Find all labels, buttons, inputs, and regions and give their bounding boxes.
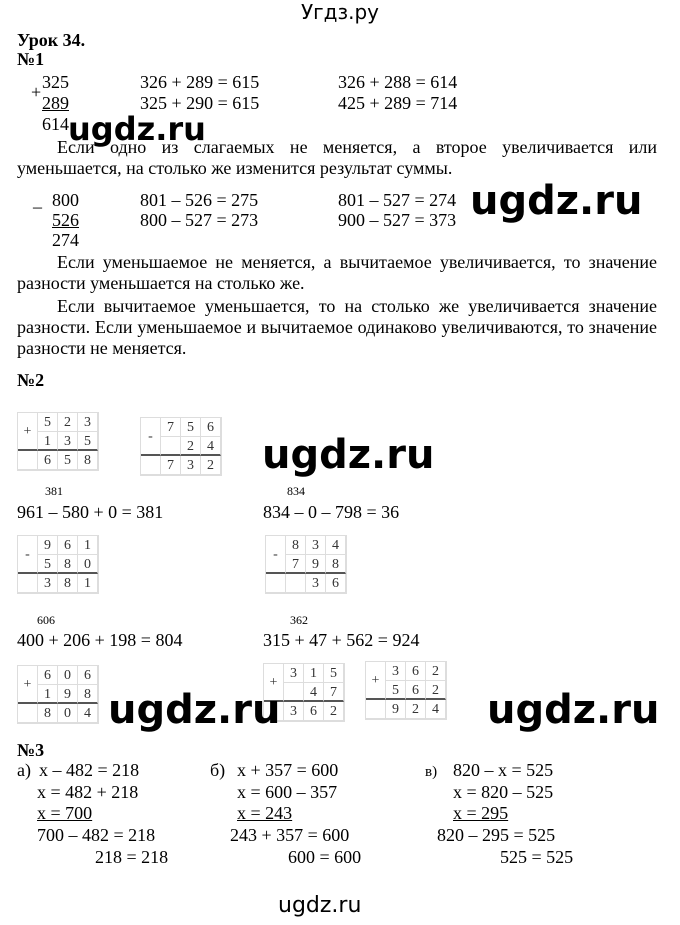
sub-eq: 800 – 527 = 273 [140,210,259,230]
grid-cell: 2 [426,681,446,700]
grid-cell: 0 [58,666,78,685]
grid-cell: 8 [38,704,58,723]
add-eq: 325 + 290 = 615 [140,93,260,113]
solution-line: 820 – x = 525 [453,760,554,780]
solution-line: x = 600 – 357 [237,782,338,802]
grid-cell: 3 [38,574,58,593]
col-sub-a: 800 [52,190,79,210]
eq-note: 834 [287,484,305,498]
part-c-tag: в) [425,764,438,780]
grid-cell: 4 [326,536,346,555]
col-add-sign: + [31,82,42,102]
grid-cell: 3 [306,536,326,555]
grid-cell [18,451,38,470]
column-arithmetic-grid [265,535,347,594]
grid-cell: 6 [58,536,78,555]
grid-cell: 2 [58,413,78,432]
add-eq: 326 + 289 = 615 [140,72,260,92]
task1-label: №1 [17,49,45,69]
solution-line: 243 + 357 = 600 [230,825,350,845]
grid-cell: 3 [386,662,406,681]
operation-sign: - [141,418,161,456]
sub-eq: 801 – 527 = 274 [338,190,457,210]
solution-line: x = 820 – 525 [453,782,554,802]
grid-cell [18,704,38,723]
solution-line: x – 482 = 218 [39,760,140,780]
grid-cell: 6 [406,662,426,681]
equation: 400 + 206 + 198 = 804 [17,630,183,650]
watermark: ugdz.ru [68,110,206,148]
grid-cell [366,700,386,719]
solution-line: 600 = 600 [288,847,362,867]
grid-cell: 4 [304,683,324,702]
solution-answer: x = 243 [237,803,293,823]
grid-cell: 6 [201,418,221,437]
grid-cell: 5 [58,451,78,470]
task3-label: №3 [17,740,45,760]
col-sub-b: 526 [52,210,79,230]
column-arithmetic-grid [365,661,447,720]
grid-cell [161,437,181,456]
equation: 315 + 47 + 562 = 924 [263,630,420,650]
grid-cell: 8 [78,451,98,470]
grid-cell: 9 [38,536,58,555]
add-eq: 425 + 289 = 714 [338,93,458,113]
grid-cell: 1 [78,536,98,555]
column-arithmetic-grid [17,412,99,471]
grid-cell: 7 [161,456,181,475]
watermark: ugdz.ru [487,687,660,733]
grid-cell: 4 [426,700,446,719]
footer-watermark: ugdz.ru [278,893,362,918]
col-sub-result: 274 [52,230,79,250]
part-a-tag: а) [17,760,31,780]
solution-line: 700 – 482 = 218 [37,825,156,845]
grid-cell: 6 [326,574,346,593]
sub-eq: 801 – 526 = 275 [140,190,259,210]
col-add-b: 289 [42,93,69,113]
operation-sign: + [264,664,284,702]
grid-cell: 7 [161,418,181,437]
solution-line: 820 – 295 = 525 [437,825,556,845]
solution-answer: x = 700 [37,803,93,823]
grid-cell: 2 [406,700,426,719]
column-arithmetic-grid [17,535,99,594]
solution-line: x = 482 + 218 [37,782,139,802]
sub-eq: 900 – 527 = 373 [338,210,457,230]
grid-cell: 5 [38,555,58,574]
paragraph: Если одно из слагаемых не меняется, а второе увеличивается или уменьшается, на столько же изменится результат суммы. [17,137,657,178]
solution-answer: x = 295 [453,803,509,823]
grid-cell: 1 [38,685,58,704]
grid-cell: 8 [78,685,98,704]
grid-cell: 2 [426,662,446,681]
grid-cell: 3 [284,702,304,721]
column-arithmetic-grid [140,417,222,476]
solution-line: x + 357 = 600 [237,760,339,780]
watermark: ugdz.ru [108,687,281,733]
grid-cell: 0 [78,555,98,574]
grid-cell: 3 [181,456,201,475]
equation: 961 – 580 + 0 = 381 [17,502,164,522]
grid-cell: 8 [58,574,78,593]
grid-cell: 6 [304,702,324,721]
grid-cell: 3 [78,413,98,432]
grid-cell: 6 [38,666,58,685]
grid-cell [284,683,304,702]
grid-cell: 8 [286,536,306,555]
grid-cell: 1 [38,432,58,451]
grid-cell: 2 [201,456,221,475]
grid-cell: 5 [78,432,98,451]
grid-cell: 3 [284,664,304,683]
eq-note: 381 [45,484,63,498]
lesson-title: Урок 34. [17,30,86,50]
grid-cell: 5 [38,413,58,432]
grid-cell: 3 [58,432,78,451]
grid-cell: 6 [38,451,58,470]
grid-cell: 3 [306,574,326,593]
col-add-result: 614 [42,114,69,134]
eq-note: 362 [290,613,308,627]
task2-label: №2 [17,370,45,390]
solution-line: 218 = 218 [95,847,169,867]
grid-cell: 6 [406,681,426,700]
grid-cell: 4 [201,437,221,456]
grid-cell: 2 [181,437,201,456]
site-header: Угдз.ру [300,0,380,24]
eq-note: 606 [37,613,55,627]
grid-cell: 9 [306,555,326,574]
add-eq: 326 + 288 = 614 [338,72,458,92]
grid-cell: 7 [324,683,344,702]
part-b-tag: б) [210,760,226,780]
grid-cell [141,456,161,475]
grid-cell: 0 [58,704,78,723]
grid-cell: 5 [181,418,201,437]
grid-cell: 8 [326,555,346,574]
equation: 834 – 0 – 798 = 36 [263,502,400,522]
operation-sign: - [266,536,286,574]
grid-cell [266,574,286,593]
operation-sign: + [366,662,386,700]
col-add-a: 325 [42,72,69,92]
grid-cell: 1 [78,574,98,593]
grid-cell: 6 [78,666,98,685]
grid-cell: 1 [304,664,324,683]
grid-cell: 4 [78,704,98,723]
column-arithmetic-grid [17,665,99,724]
grid-cell [18,574,38,593]
grid-cell: 5 [386,681,406,700]
grid-cell: 7 [286,555,306,574]
grid-cell: 8 [58,555,78,574]
operation-sign: + [18,413,38,451]
grid-cell: 5 [324,664,344,683]
paragraph: Если уменьшаемое не меняется, а вычитаемое увеличивается, то значение разности уменьшается на столько же. [17,252,657,293]
grid-cell [286,574,306,593]
operation-sign: + [18,666,38,704]
operation-sign: - [18,536,38,574]
watermark: ugdz.ru [470,178,643,224]
grid-cell: 9 [58,685,78,704]
grid-cell: 2 [324,702,344,721]
paragraph: Если вычитаемое уменьшается, то на столько же увеличивается значение разности. Если уменьшаемое и вычитаемое одинаково увеличиваются, то значение разности не меняется. [17,296,657,358]
watermark: ugdz.ru [262,432,435,478]
grid-cell: 9 [386,700,406,719]
col-sub-sign: _ [33,190,42,210]
solution-line: 525 = 525 [500,847,574,867]
